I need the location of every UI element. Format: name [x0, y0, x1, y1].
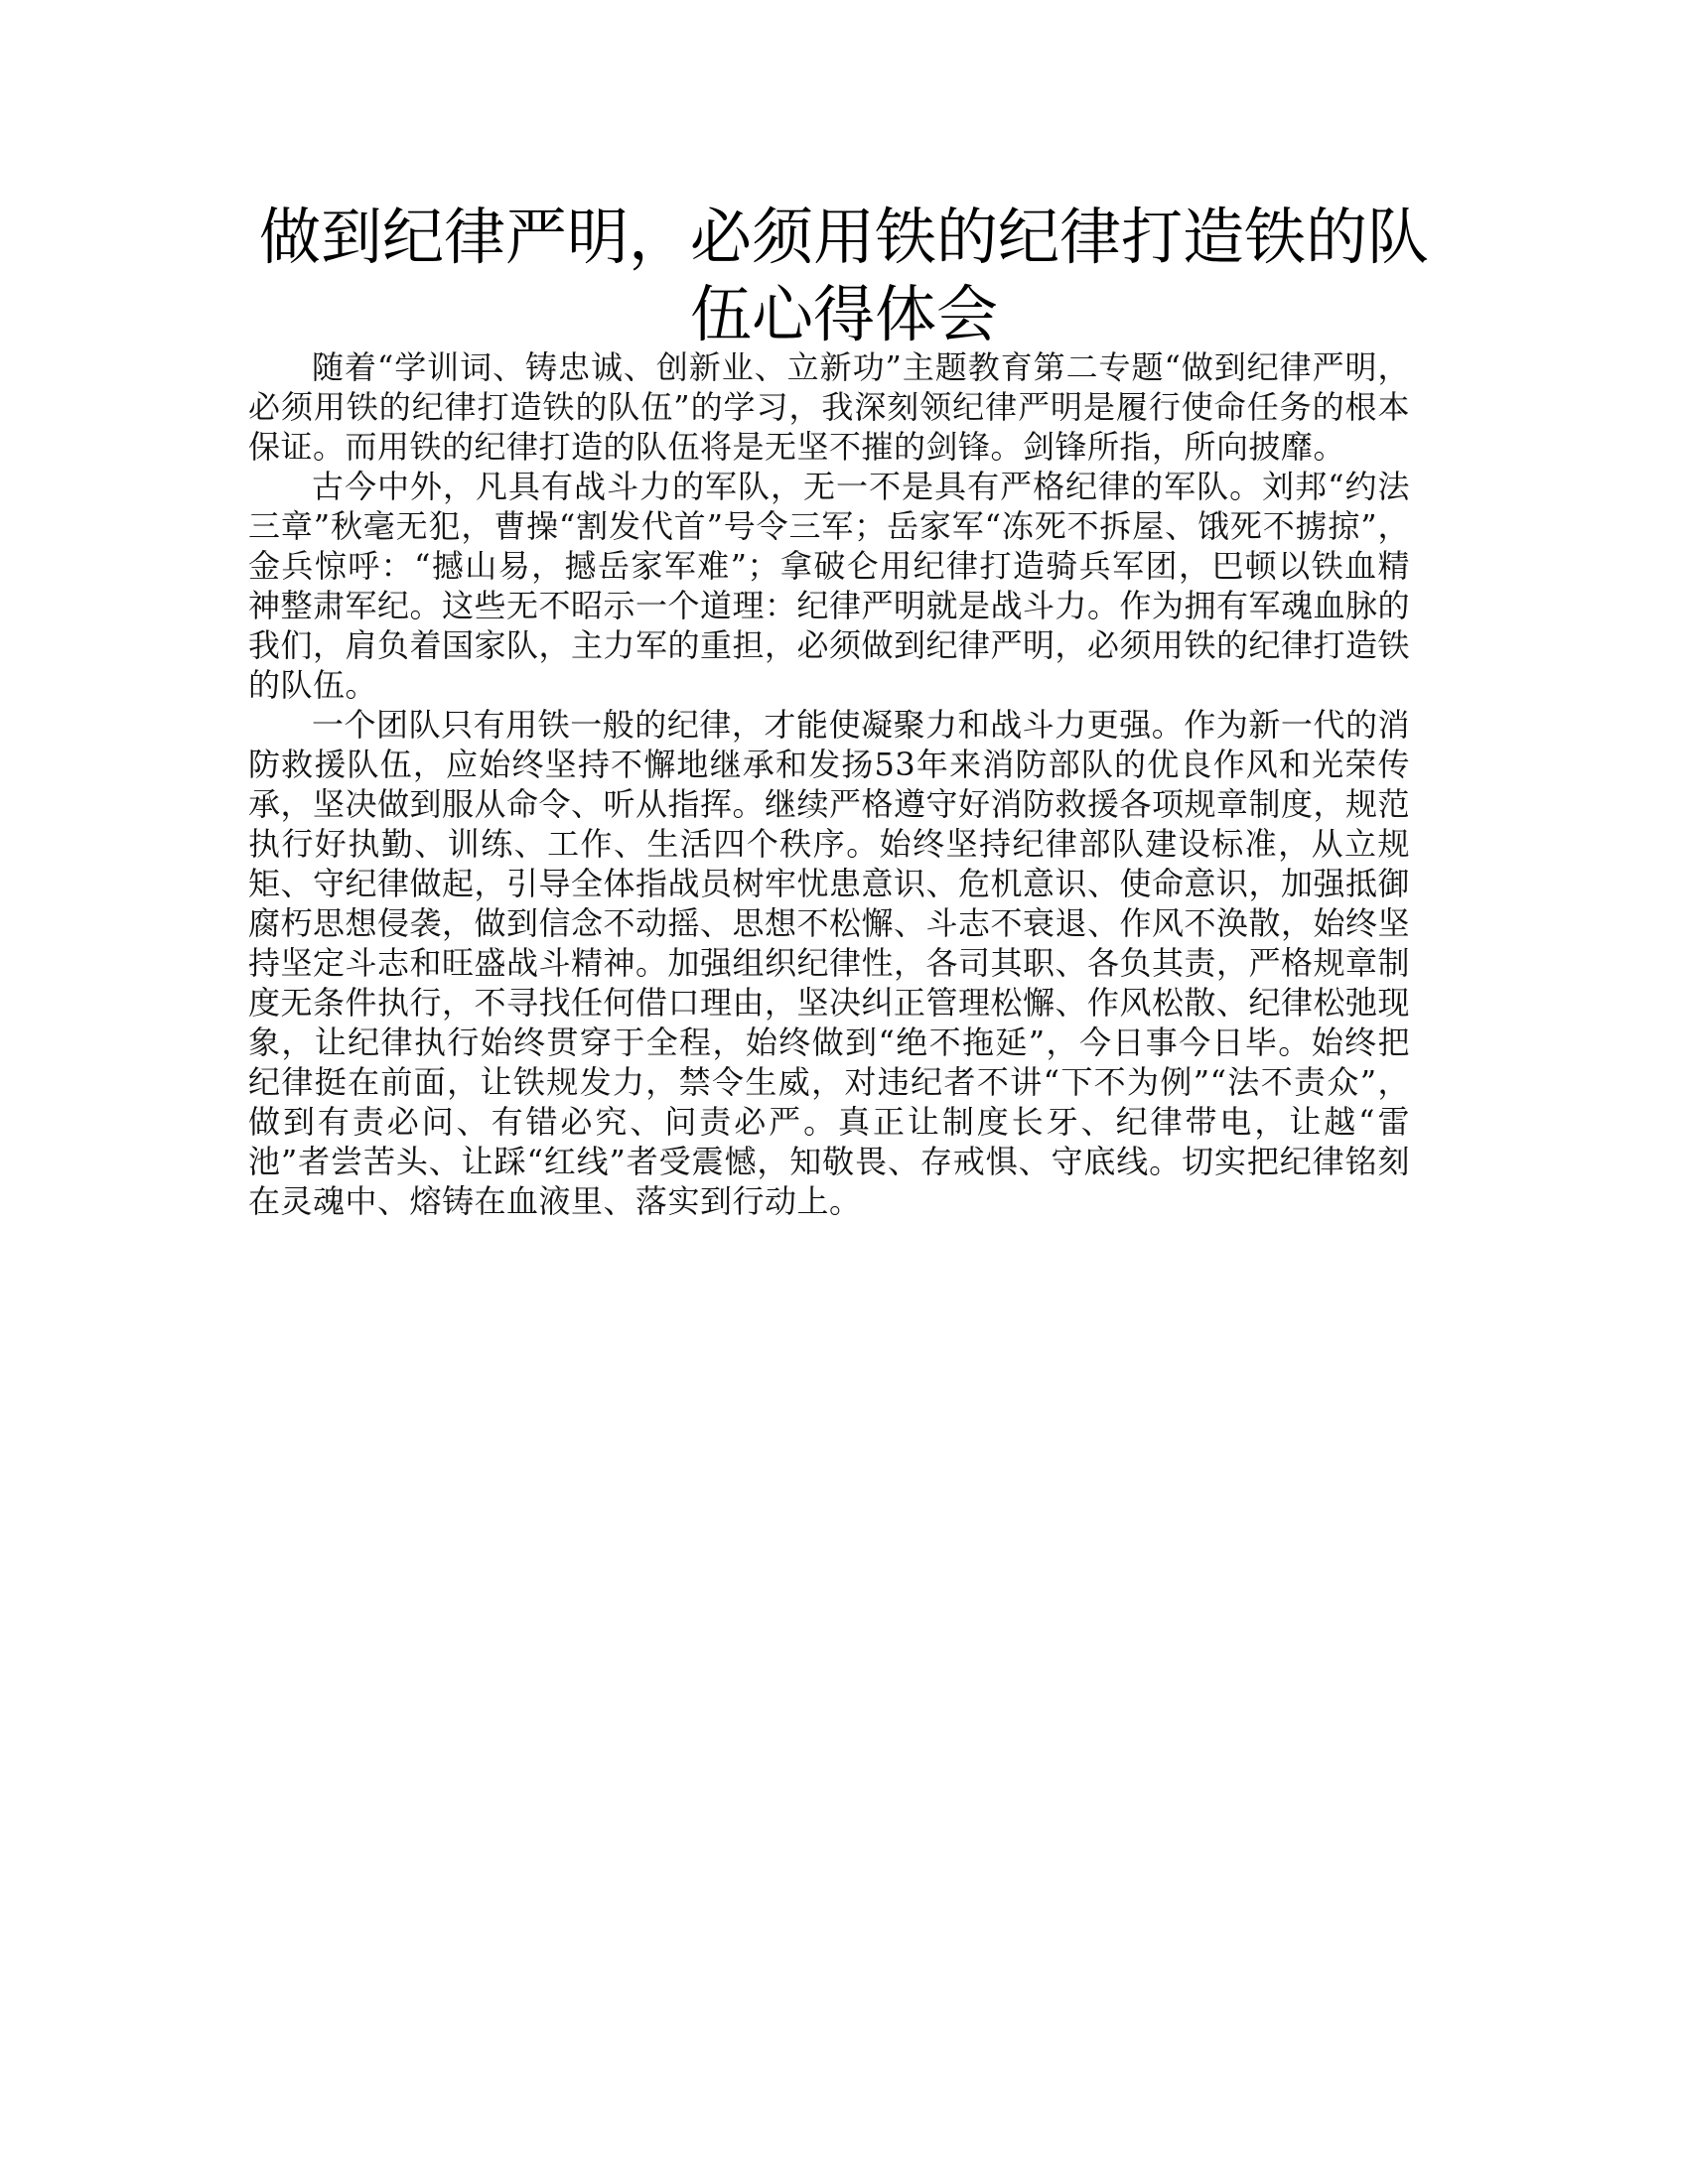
- paragraph-1: 随着“学训词、铸忠诚、创新业、立新功”主题教育第二专题“做到纪律严明，必须用铁的纪律打造铁的队伍”的学习，我深刻领纪律严明是履行使命任务的根本保证。而用铁的纪律打造的队伍将是无坚不摧的剑锋。剑锋所指，所向披靡。: [248, 348, 1410, 466]
- document-title-line-2: 伍心得体会: [689, 278, 998, 350]
- paragraph-2: 古今中外，凡具有战斗力的军队，无一不是具有严格纪律的军队。刘邦“约法三章”秋毫无犯，曹操“割发代首”号令三军；岳家军“冻死不拆屋、饿死不掳掠”，金兵惊呼：“撼山易，撼岳家军难”；拿破仑用纪律打造骑兵军团，巴顿以铁血精神整肃军纪。这些无不昭示一个道理：纪律严明就是战斗力。作为拥有军魂血脉的我们，肩负着国家队，主力军的重担，必须做到纪律严明，必须用铁的纪律打造铁的队伍。: [248, 468, 1411, 704]
- document-title: [238, 199, 1450, 353]
- paragraph-3: 一个团队只有用铁一般的纪律，才能使凝聚力和战斗力更强。作为新一代的消防救援队伍，应始终坚持不懈地继承和发扬53年来消防部队的优良作风和光荣传承，坚决做到服从命令、听从指挥。继续严格遵守好消防救援各项规章制度，规范执行好执勤、训练、工作、生活四个秩序。始终坚持纪律部队建设标准，从立规矩、守纪律做起，引导全体指战员树牢忧患意识、危机意识、使命意识，加强抵御腐朽思想侵袭，做到信念不动摇、思想不松懈、斗志不衰退、作风不涣散，始终坚持坚定斗志和旺盛战斗精神。加强组织纪律性，各司其职、各负其责，严格规章制度无条件执行，不寻找任何借口理由，坚决纠正管理松懈、作风松散、纪律松弛现象，让纪律执行始终贯穿于全程，始终做到“绝不拖延”，今日事今日毕。始终把纪律挺在前面，让铁规发力，禁令生威，对违纪者不讲“下不为例”“法不责众”，做到有责必问、有错必究、问责必严。真正让制度长牙、纪律带电，让越“雷池”者尝苦头、让踩“红线”者受震憾，知敬畏、存戒惧、守底线。切实把纪律铭刻在灵魂中、熔铸在血液里、落实到行动上。: [248, 706, 1411, 1220]
- document-title-line-1: 做到纪律严明，必须用铁的纪律打造铁的队: [258, 201, 1429, 273]
- document-body: [248, 347, 1410, 1221]
